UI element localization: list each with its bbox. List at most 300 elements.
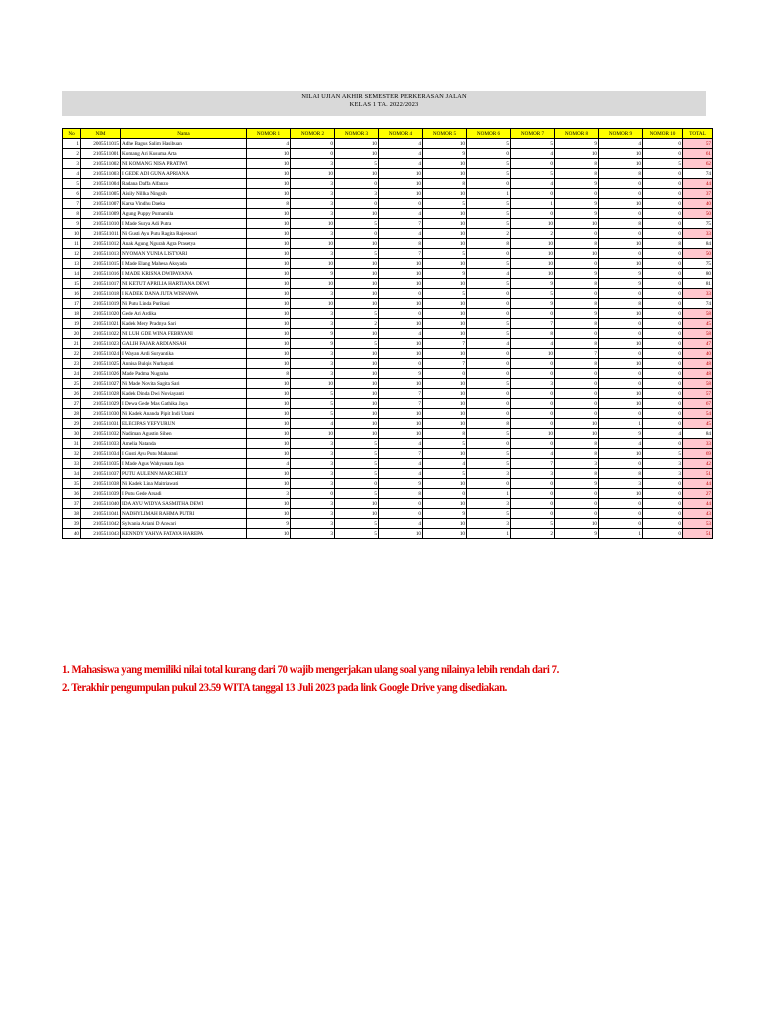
- cell-nomor-10: 0: [643, 189, 683, 199]
- cell-nomor-2: 3: [291, 229, 335, 239]
- cell-nomor-7: 3: [511, 379, 555, 389]
- cell-nim: 2105511038: [81, 479, 121, 489]
- cell-nama: I Made Elang Mahesa Aksyada: [121, 259, 247, 269]
- cell-nomor-4: 0: [379, 289, 423, 299]
- cell-nomor-9: 10: [599, 339, 643, 349]
- cell-nomor-7: 0: [511, 209, 555, 219]
- cell-nomor-10: 0: [643, 329, 683, 339]
- cell-nomor-6: 0: [467, 439, 511, 449]
- cell-nomor-7: 10: [511, 259, 555, 269]
- cell-nomor-2: 3: [291, 319, 335, 329]
- cell-nomor-7: 0: [511, 399, 555, 409]
- cell-nim: 2105511018: [81, 289, 121, 299]
- cell-nomor-4: 8: [379, 489, 423, 499]
- col-header-nomor-8: NOMOR 8: [555, 129, 599, 139]
- cell-nim: 2105511005: [81, 189, 121, 199]
- cell-nomor-4: 7: [379, 249, 423, 259]
- cell-nomor-10: 3: [643, 459, 683, 469]
- cell-nama: I MADE KRISNA DWIPAYANA: [121, 269, 247, 279]
- cell-nomor-7: 0: [511, 359, 555, 369]
- table-row: [63, 179, 713, 189]
- cell-nomor-2: 10: [291, 259, 335, 269]
- cell-nomor-9: 4: [599, 439, 643, 449]
- title-line-1: NILAI UJIAN AKHIR SEMESTER PERKERASAN JALAN: [301, 93, 467, 100]
- cell-nomor-4: 10: [379, 429, 423, 439]
- cell-nomor-9: 0: [599, 509, 643, 519]
- cell-total: 45: [683, 419, 713, 429]
- cell-no: 3: [63, 159, 81, 169]
- cell-no: 31: [63, 439, 81, 449]
- cell-total: 75: [683, 219, 713, 229]
- cell-nomor-6: 8: [467, 419, 511, 429]
- cell-nomor-9: 10: [599, 359, 643, 369]
- cell-nomor-9: 0: [599, 319, 643, 329]
- cell-nomor-3: 5: [335, 339, 379, 349]
- cell-nomor-1: 10: [247, 469, 291, 479]
- cell-nomor-6: 1: [467, 189, 511, 199]
- cell-nomor-9: 9: [599, 269, 643, 279]
- cell-nomor-1: 10: [247, 269, 291, 279]
- cell-nomor-9: 8: [599, 469, 643, 479]
- cell-nomor-1: 10: [247, 429, 291, 439]
- cell-nomor-10: 0: [643, 179, 683, 189]
- cell-nomor-4: 4: [379, 229, 423, 239]
- cell-nomor-10: 0: [643, 519, 683, 529]
- cell-total: 58: [683, 329, 713, 339]
- cell-nim: 2105511004: [81, 179, 121, 189]
- cell-nomor-8: 10: [555, 149, 599, 159]
- cell-total: 44: [683, 179, 713, 189]
- cell-nomor-3: 10: [335, 389, 379, 399]
- cell-nomor-3: 2: [335, 319, 379, 329]
- cell-nomor-8: 0: [555, 489, 599, 499]
- cell-nomor-10: 0: [643, 219, 683, 229]
- cell-nomor-4: 4: [379, 469, 423, 479]
- cell-nomor-5: 10: [423, 309, 467, 319]
- cell-nomor-3: 10: [335, 429, 379, 439]
- cell-nim: 2105511042: [81, 519, 121, 529]
- cell-nomor-1: 10: [247, 379, 291, 389]
- cell-nomor-1: 10: [247, 409, 291, 419]
- table-row: [63, 399, 713, 409]
- cell-nomor-8: 9: [555, 209, 599, 219]
- cell-nomor-4: 4: [379, 329, 423, 339]
- cell-nomor-6: 5: [467, 199, 511, 209]
- cell-nomor-1: 10: [247, 309, 291, 319]
- cell-nomor-2: 5: [291, 399, 335, 409]
- cell-nim: 2105511039: [81, 489, 121, 499]
- cell-nim: 2105511010: [81, 219, 121, 229]
- cell-nomor-9: 10: [599, 159, 643, 169]
- cell-nomor-3: 10: [335, 329, 379, 339]
- table-row: [63, 429, 713, 439]
- cell-no: 7: [63, 199, 81, 209]
- cell-nama: Kadek Mery Pradnya Sari: [121, 319, 247, 329]
- cell-nomor-5: 10: [423, 349, 467, 359]
- cell-nomor-10: 0: [643, 259, 683, 269]
- cell-nomor-1: 10: [247, 349, 291, 359]
- cell-total: 62: [683, 159, 713, 169]
- cell-nomor-6: 5: [467, 319, 511, 329]
- cell-nama: I Gusti Ayu Putu Maharani: [121, 449, 247, 459]
- cell-nomor-2: 10: [291, 299, 335, 309]
- cell-nomor-1: 10: [247, 189, 291, 199]
- cell-nim: 2105511031: [81, 419, 121, 429]
- cell-nomor-1: 10: [247, 359, 291, 369]
- cell-nomor-3: 10: [335, 239, 379, 249]
- table-row: [63, 169, 713, 179]
- cell-nomor-3: 0: [335, 229, 379, 239]
- cell-nomor-4: 10: [379, 379, 423, 389]
- cell-nomor-10: 0: [643, 479, 683, 489]
- cell-nomor-10: 0: [643, 379, 683, 389]
- cell-nomor-6: 8: [467, 239, 511, 249]
- cell-nomor-5: 10: [423, 259, 467, 269]
- cell-nomor-2: 3: [291, 479, 335, 489]
- cell-nomor-3: 10: [335, 499, 379, 509]
- cell-nomor-1: 10: [247, 499, 291, 509]
- cell-nomor-6: 5: [467, 209, 511, 219]
- cell-nomor-7: 10: [511, 219, 555, 229]
- cell-nomor-8: 0: [555, 379, 599, 389]
- table-row: [63, 239, 713, 249]
- cell-nomor-2: 5: [291, 389, 335, 399]
- cell-nama: Ni Kadek Lina Maitriawati: [121, 479, 247, 489]
- cell-nim: 2105511029: [81, 399, 121, 409]
- cell-no: 12: [63, 249, 81, 259]
- cell-nama: Radana Daffa Alfanzo: [121, 179, 247, 189]
- cell-nomor-3: 10: [335, 269, 379, 279]
- cell-total: 47: [683, 339, 713, 349]
- cell-nim: 2105511043: [81, 529, 121, 539]
- cell-nomor-9: 0: [599, 499, 643, 509]
- cell-nomor-8: 9: [555, 199, 599, 209]
- cell-nama: NYOMAN YUNIA LISTYARI: [121, 249, 247, 259]
- cell-nomor-6: 0: [467, 399, 511, 409]
- cell-nomor-3: 5: [335, 529, 379, 539]
- cell-nomor-4: 0: [379, 199, 423, 209]
- cell-nim: 2105511035: [81, 459, 121, 469]
- cell-nomor-4: 10: [379, 349, 423, 359]
- cell-nim: 2105511028: [81, 389, 121, 399]
- cell-nomor-5: 10: [423, 379, 467, 389]
- cell-nomor-4: 10: [379, 409, 423, 419]
- cell-nim: 2105511019: [81, 299, 121, 309]
- cell-nomor-3: 5: [335, 249, 379, 259]
- cell-nomor-4: 10: [379, 529, 423, 539]
- cell-nomor-10: 0: [643, 439, 683, 449]
- cell-nama: Ni Kadek Ananda Pipit Indi Utami: [121, 409, 247, 419]
- cell-nim: 2105511001: [81, 149, 121, 159]
- cell-nomor-7: 0: [511, 389, 555, 399]
- cell-no: 13: [63, 259, 81, 269]
- cell-nomor-6: 5: [467, 159, 511, 169]
- table-row: [63, 209, 713, 219]
- cell-nomor-9: 0: [599, 249, 643, 259]
- cell-nomor-1: 10: [247, 179, 291, 189]
- table-row: [63, 469, 713, 479]
- cell-nomor-7: 10: [511, 239, 555, 249]
- cell-nomor-10: 5: [643, 159, 683, 169]
- cell-nomor-10: 0: [643, 359, 683, 369]
- cell-nomor-6: 3: [467, 469, 511, 479]
- cell-nomor-6: 5: [467, 329, 511, 339]
- cell-nomor-4: 10: [379, 169, 423, 179]
- cell-nomor-7: 10: [511, 249, 555, 259]
- cell-nomor-8: 8: [555, 339, 599, 349]
- cell-nomor-3: 10: [335, 169, 379, 179]
- cell-total: 40: [683, 199, 713, 209]
- cell-nim: 2105511032: [81, 429, 121, 439]
- cell-nomor-3: 5: [335, 459, 379, 469]
- cell-nomor-6: 0: [467, 249, 511, 259]
- cell-nomor-2: 0: [291, 149, 335, 159]
- cell-nomor-2: 3: [291, 249, 335, 259]
- col-header-total: TOTAL: [683, 129, 713, 139]
- cell-total: 61: [683, 149, 713, 159]
- cell-nomor-2: 10: [291, 169, 335, 179]
- cell-nomor-3: 10: [335, 369, 379, 379]
- cell-nim: 2105511030: [81, 409, 121, 419]
- table-row: [63, 289, 713, 299]
- cell-no: 21: [63, 339, 81, 349]
- cell-nomor-9: 0: [599, 179, 643, 189]
- cell-nomor-2: 3: [291, 199, 335, 209]
- col-header-nomor-3: NOMOR 3: [335, 129, 379, 139]
- cell-nomor-5: 5: [423, 289, 467, 299]
- cell-total: 58: [683, 379, 713, 389]
- cell-nomor-8: 9: [555, 269, 599, 279]
- cell-nomor-5: 10: [423, 169, 467, 179]
- cell-total: 58: [683, 309, 713, 319]
- cell-nomor-2: 3: [291, 189, 335, 199]
- cell-nomor-1: 10: [247, 529, 291, 539]
- cell-nim: 2105511017: [81, 279, 121, 289]
- cell-no: 30: [63, 429, 81, 439]
- cell-nomor-10: 0: [643, 249, 683, 259]
- cell-nomor-9: 9: [599, 429, 643, 439]
- cell-nomor-10: 0: [643, 509, 683, 519]
- cell-nomor-1: 8: [247, 199, 291, 209]
- cell-nomor-7: 0: [511, 409, 555, 419]
- cell-nomor-4: 4: [379, 459, 423, 469]
- cell-nim: 2105511013: [81, 249, 121, 259]
- cell-nomor-1: 10: [247, 299, 291, 309]
- cell-nim: 2105511026: [81, 369, 121, 379]
- cell-nomor-5: 9: [423, 509, 467, 519]
- cell-total: 81: [683, 279, 713, 289]
- cell-nim: 2105511016: [81, 269, 121, 279]
- cell-nomor-1: 10: [247, 229, 291, 239]
- cell-nim: 2105511015: [81, 259, 121, 269]
- cell-nomor-8: 10: [555, 419, 599, 429]
- cell-nomor-6: 5: [467, 279, 511, 289]
- table-row: [63, 359, 713, 369]
- cell-nim: 2105511003: [81, 169, 121, 179]
- cell-nomor-6: 5: [467, 509, 511, 519]
- cell-nomor-3: 10: [335, 149, 379, 159]
- table-row: [63, 529, 713, 539]
- cell-nomor-6: 1: [467, 489, 511, 499]
- cell-nomor-6: 5: [467, 459, 511, 469]
- cell-nim: 2105511002: [81, 159, 121, 169]
- cell-nomor-10: 0: [643, 209, 683, 219]
- cell-nomor-2: 10: [291, 429, 335, 439]
- cell-nomor-8: 7: [555, 349, 599, 359]
- cell-nomor-5: 5: [423, 439, 467, 449]
- table-row: [63, 499, 713, 509]
- cell-nomor-7: 0: [511, 509, 555, 519]
- cell-nomor-10: 0: [643, 369, 683, 379]
- cell-nomor-10: 0: [643, 389, 683, 399]
- cell-nomor-2: 3: [291, 449, 335, 459]
- cell-nim: 2105511034: [81, 449, 121, 459]
- cell-nomor-10: 0: [643, 399, 683, 409]
- cell-nomor-8: 8: [555, 169, 599, 179]
- cell-nomor-9: 4: [599, 139, 643, 149]
- cell-total: 45: [683, 319, 713, 329]
- note-2: 2. Terakhir pengumpulan pukul 23.59 WITA tanggal 13 Juli 2023 pada link Google Drive yang disediakan.: [62, 680, 507, 694]
- cell-nomor-10: 0: [643, 289, 683, 299]
- cell-nomor-6: 4: [467, 269, 511, 279]
- cell-no: 27: [63, 399, 81, 409]
- cell-nomor-2: 3: [291, 459, 335, 469]
- cell-nomor-9: 10: [599, 489, 643, 499]
- cell-nomor-4: 8: [379, 239, 423, 249]
- cell-nomor-1: 10: [247, 439, 291, 449]
- cell-nomor-4: 9: [379, 369, 423, 379]
- cell-nim: 2105511022: [81, 329, 121, 339]
- cell-no: 40: [63, 529, 81, 539]
- cell-nomor-4: 10: [379, 259, 423, 269]
- cell-nomor-8: 10: [555, 249, 599, 259]
- cell-nomor-6: 0: [467, 349, 511, 359]
- cell-nomor-8: 0: [555, 329, 599, 339]
- cell-nomor-7: 5: [511, 169, 555, 179]
- cell-nomor-7: 7: [511, 319, 555, 329]
- cell-nomor-3: 0: [335, 179, 379, 189]
- cell-nama: I Putu Gede Arsadi: [121, 489, 247, 499]
- cell-total: 44: [683, 479, 713, 489]
- cell-no: 11: [63, 239, 81, 249]
- cell-nomor-3: 10: [335, 289, 379, 299]
- cell-nomor-8: 9: [555, 139, 599, 149]
- cell-nomor-4: 7: [379, 399, 423, 409]
- cell-no: 16: [63, 289, 81, 299]
- cell-nomor-6: 5: [467, 429, 511, 439]
- cell-nomor-10: 0: [643, 279, 683, 289]
- table-row: [63, 249, 713, 259]
- cell-nama: Gede Ari Ardika: [121, 309, 247, 319]
- cell-nomor-2: 5: [291, 409, 335, 419]
- cell-nomor-9: 8: [599, 299, 643, 309]
- cell-nomor-5: 10: [423, 299, 467, 309]
- cell-nim: 2105511037: [81, 469, 121, 479]
- table-row: [63, 269, 713, 279]
- cell-nomor-5: 9: [423, 269, 467, 279]
- cell-nomor-3: 5: [335, 489, 379, 499]
- cell-no: 19: [63, 319, 81, 329]
- cell-no: 14: [63, 269, 81, 279]
- cell-nomor-7: 0: [511, 439, 555, 449]
- table-row: [63, 219, 713, 229]
- cell-nomor-2: 3: [291, 179, 335, 189]
- cell-nama: Karsa Vindhu Daeka: [121, 199, 247, 209]
- cell-nomor-3: 3: [335, 189, 379, 199]
- cell-nomor-1: 10: [247, 399, 291, 409]
- cell-no: 38: [63, 509, 81, 519]
- cell-no: 37: [63, 499, 81, 509]
- cell-nomor-9: 0: [599, 349, 643, 359]
- table-row: [63, 339, 713, 349]
- cell-nomor-7: 9: [511, 299, 555, 309]
- cell-total: 48: [683, 359, 713, 369]
- cell-no: 8: [63, 209, 81, 219]
- cell-nama: I GEDE ADI GUNA APRIANA: [121, 169, 247, 179]
- cell-nomor-5: 10: [423, 219, 467, 229]
- cell-nomor-6: 5: [467, 379, 511, 389]
- cell-nim: 2105511023: [81, 339, 121, 349]
- cell-no: 28: [63, 409, 81, 419]
- cell-nomor-3: 10: [335, 209, 379, 219]
- cell-nomor-1: 10: [247, 339, 291, 349]
- cell-nama: GALIH FAJAR ARDIANSAH: [121, 339, 247, 349]
- cell-total: 84: [683, 239, 713, 249]
- cell-nomor-8: 0: [555, 409, 599, 419]
- cell-nomor-9: 8: [599, 169, 643, 179]
- cell-total: 74: [683, 169, 713, 179]
- cell-nomor-8: 8: [555, 279, 599, 289]
- cell-nomor-2: 3: [291, 159, 335, 169]
- cell-total: 33: [683, 439, 713, 449]
- cell-nomor-5: 10: [423, 399, 467, 409]
- cell-nomor-5: 10: [423, 529, 467, 539]
- cell-nomor-6: 2: [467, 229, 511, 239]
- col-header-nama: Nama: [121, 129, 247, 139]
- cell-nama: NI KETUT APRILIA HARTIANA DEWI: [121, 279, 247, 289]
- cell-nomor-1: 4: [247, 459, 291, 469]
- cell-nomor-10: 0: [643, 319, 683, 329]
- col-header-nim: NIM: [81, 129, 121, 139]
- cell-total: 53: [683, 519, 713, 529]
- col-header-nomor-2: NOMOR 2: [291, 129, 335, 139]
- cell-total: 42: [683, 459, 713, 469]
- cell-nomor-3: 10: [335, 399, 379, 409]
- notes-block: [62, 660, 722, 696]
- cell-nomor-9: 0: [599, 369, 643, 379]
- cell-nomor-9: 0: [599, 379, 643, 389]
- cell-nomor-6: 5: [467, 259, 511, 269]
- table-row: [63, 519, 713, 529]
- table-header-row: [63, 129, 713, 139]
- cell-nomor-2: 4: [291, 419, 335, 429]
- cell-nomor-3: 5: [335, 439, 379, 449]
- cell-nim: 2105511021: [81, 319, 121, 329]
- cell-nomor-2: 10: [291, 219, 335, 229]
- cell-total: 27: [683, 489, 713, 499]
- cell-total: 44: [683, 499, 713, 509]
- cell-nomor-2: 3: [291, 439, 335, 449]
- cell-nama: Agung Puppy Purnamila: [121, 209, 247, 219]
- cell-nama: Ni Gusti Ayu Putu Ragita Rajeswari: [121, 229, 247, 239]
- cell-nomor-3: 5: [335, 219, 379, 229]
- cell-nomor-9: 3: [599, 479, 643, 489]
- cell-nomor-3: 5: [335, 449, 379, 459]
- cell-no: 33: [63, 459, 81, 469]
- cell-nomor-2: 3: [291, 349, 335, 359]
- cell-total: 50: [683, 209, 713, 219]
- cell-no: 17: [63, 299, 81, 309]
